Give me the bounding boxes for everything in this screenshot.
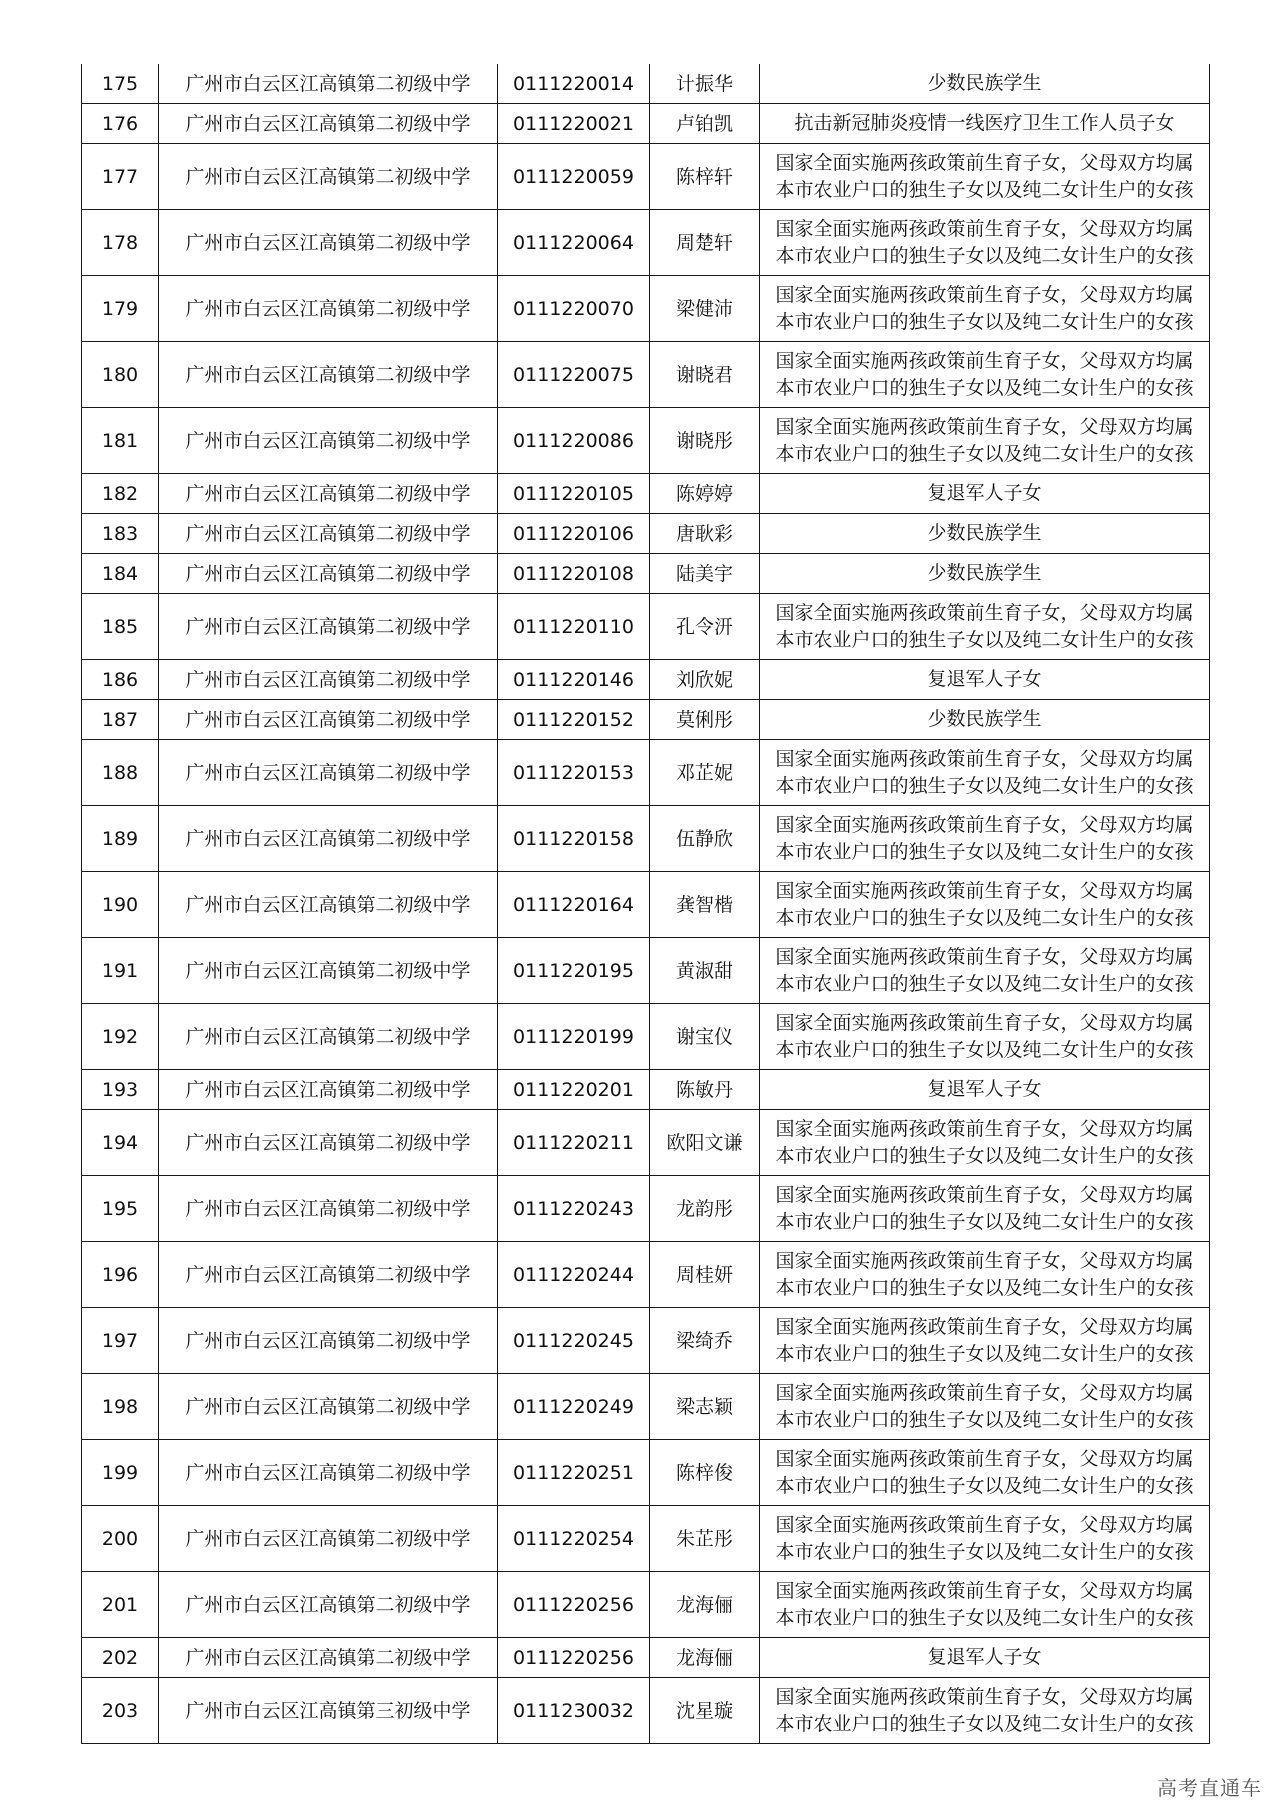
school-cell: 广州市白云区江高镇第二初级中学 bbox=[159, 700, 498, 740]
student-name-cell: 谢晓君 bbox=[650, 342, 760, 408]
student-name-cell: 邓芷妮 bbox=[650, 740, 760, 806]
category-cell bbox=[760, 144, 1210, 210]
category-cell bbox=[760, 104, 1210, 144]
category-text-line: 本市农业户口的独生子女以及纯二女计生户的女孩 bbox=[775, 1408, 1194, 1431]
category-text-line: 少数民族学生 bbox=[927, 72, 1042, 94]
category-text-line: 复退军人子女 bbox=[927, 1646, 1042, 1668]
table-row bbox=[82, 938, 1210, 1004]
category-text-line: 国家全面实施两孩政策前生育子女，父母双方均属 bbox=[775, 1011, 1194, 1034]
student-id-cell: 0111220199 bbox=[498, 1004, 650, 1070]
student-name-cell: 陈梓轩 bbox=[650, 144, 760, 210]
school-cell: 广州市白云区江高镇第二初级中学 bbox=[159, 514, 498, 554]
category-cell bbox=[760, 938, 1210, 1004]
table-row bbox=[82, 660, 1210, 700]
school-cell: 广州市白云区江高镇第二初级中学 bbox=[159, 276, 498, 342]
row-number-cell: 186 bbox=[82, 660, 159, 700]
table-row bbox=[82, 1110, 1210, 1176]
category-text-line: 少数民族学生 bbox=[927, 522, 1042, 544]
student-name-cell: 计振华 bbox=[650, 64, 760, 104]
table-row bbox=[82, 1572, 1210, 1638]
school-cell: 广州市白云区江高镇第二初级中学 bbox=[159, 1374, 498, 1440]
table-row bbox=[82, 1004, 1210, 1070]
student-id-cell: 0111220152 bbox=[498, 700, 650, 740]
table-row bbox=[82, 806, 1210, 872]
category-text-line: 抗击新冠肺炎疫情一线医疗卫生工作人员子女 bbox=[794, 112, 1175, 134]
row-number-cell: 202 bbox=[82, 1638, 159, 1678]
category-cell bbox=[760, 1308, 1210, 1374]
table-row bbox=[82, 276, 1210, 342]
row-number-cell: 190 bbox=[82, 872, 159, 938]
student-name-cell: 莫俐彤 bbox=[650, 700, 760, 740]
category-text-line: 国家全面实施两孩政策前生育子女，父母双方均属 bbox=[775, 1315, 1194, 1338]
student-id-cell: 0111220014 bbox=[498, 64, 650, 104]
category-text-line: 本市农业户口的独生子女以及纯二女计生户的女孩 bbox=[775, 1210, 1194, 1233]
category-cell bbox=[760, 660, 1210, 700]
table-row bbox=[82, 104, 1210, 144]
category-text-line: 少数民族学生 bbox=[927, 562, 1042, 584]
row-number-cell: 201 bbox=[82, 1572, 159, 1638]
row-number-cell: 199 bbox=[82, 1440, 159, 1506]
category-text-line: 国家全面实施两孩政策前生育子女，父母双方均属 bbox=[775, 415, 1194, 438]
student-id-cell: 0111220108 bbox=[498, 554, 650, 594]
category-cell bbox=[760, 1506, 1210, 1572]
student-id-cell: 0111220254 bbox=[498, 1506, 650, 1572]
table-row bbox=[82, 144, 1210, 210]
table-row bbox=[82, 1506, 1210, 1572]
school-cell: 广州市白云区江高镇第二初级中学 bbox=[159, 1308, 498, 1374]
student-name-cell: 刘欣妮 bbox=[650, 660, 760, 700]
student-name-cell: 梁健沛 bbox=[650, 276, 760, 342]
row-number-cell: 189 bbox=[82, 806, 159, 872]
category-cell bbox=[760, 872, 1210, 938]
school-cell: 广州市白云区江高镇第二初级中学 bbox=[159, 408, 498, 474]
category-cell bbox=[760, 408, 1210, 474]
student-id-cell: 0111220256 bbox=[498, 1638, 650, 1678]
school-cell: 广州市白云区江高镇第二初级中学 bbox=[159, 342, 498, 408]
table-row bbox=[82, 554, 1210, 594]
category-text-line: 国家全面实施两孩政策前生育子女，父母双方均属 bbox=[775, 1183, 1194, 1206]
student-name-cell: 龙海俪 bbox=[650, 1638, 760, 1678]
category-text-line: 本市农业户口的独生子女以及纯二女计生户的女孩 bbox=[775, 244, 1194, 267]
row-number-cell: 203 bbox=[82, 1678, 159, 1744]
category-text-line: 本市农业户口的独生子女以及纯二女计生户的女孩 bbox=[775, 1712, 1194, 1735]
category-cell bbox=[760, 1638, 1210, 1678]
student-name-cell: 梁绮乔 bbox=[650, 1308, 760, 1374]
category-text-line: 本市农业户口的独生子女以及纯二女计生户的女孩 bbox=[775, 1540, 1194, 1563]
school-cell: 广州市白云区江高镇第二初级中学 bbox=[159, 554, 498, 594]
row-number-cell: 191 bbox=[82, 938, 159, 1004]
student-id-cell: 0111220244 bbox=[498, 1242, 650, 1308]
category-text-line: 复退军人子女 bbox=[927, 1078, 1042, 1100]
student-name-cell: 陆美宇 bbox=[650, 554, 760, 594]
student-id-cell: 0111220059 bbox=[498, 144, 650, 210]
school-cell: 广州市白云区江高镇第二初级中学 bbox=[159, 1242, 498, 1308]
category-text-line: 少数民族学生 bbox=[927, 708, 1042, 730]
table-row bbox=[82, 1678, 1210, 1744]
school-cell: 广州市白云区江高镇第二初级中学 bbox=[159, 740, 498, 806]
row-number-cell: 181 bbox=[82, 408, 159, 474]
category-cell bbox=[760, 1070, 1210, 1110]
category-text-line: 国家全面实施两孩政策前生育子女，父母双方均属 bbox=[775, 879, 1194, 902]
category-cell bbox=[760, 1176, 1210, 1242]
category-text-line: 本市农业户口的独生子女以及纯二女计生户的女孩 bbox=[775, 774, 1194, 797]
category-text-line: 国家全面实施两孩政策前生育子女，父母双方均属 bbox=[775, 283, 1194, 306]
student-id-cell: 0111220086 bbox=[498, 408, 650, 474]
student-name-cell: 梁志颖 bbox=[650, 1374, 760, 1440]
student-id-cell: 0111220245 bbox=[498, 1308, 650, 1374]
table-row bbox=[82, 594, 1210, 660]
category-text-line: 国家全面实施两孩政策前生育子女，父母双方均属 bbox=[775, 601, 1194, 624]
category-text-line: 本市农业户口的独生子女以及纯二女计生户的女孩 bbox=[775, 1606, 1194, 1629]
student-id-cell: 0111220064 bbox=[498, 210, 650, 276]
student-name-cell: 龙海俪 bbox=[650, 1572, 760, 1638]
student-name-cell: 龚智楷 bbox=[650, 872, 760, 938]
student-id-cell: 0111220153 bbox=[498, 740, 650, 806]
student-name-cell: 欧阳文谦 bbox=[650, 1110, 760, 1176]
school-cell: 广州市白云区江高镇第二初级中学 bbox=[159, 806, 498, 872]
student-name-cell: 陈梓俊 bbox=[650, 1440, 760, 1506]
school-cell: 广州市白云区江高镇第二初级中学 bbox=[159, 1440, 498, 1506]
student-name-cell: 谢宝仪 bbox=[650, 1004, 760, 1070]
row-number-cell: 187 bbox=[82, 700, 159, 740]
category-text-line: 国家全面实施两孩政策前生育子女，父母双方均属 bbox=[775, 1447, 1194, 1470]
category-text-line: 本市农业户口的独生子女以及纯二女计生户的女孩 bbox=[775, 1144, 1194, 1167]
category-text-line: 国家全面实施两孩政策前生育子女，父母双方均属 bbox=[775, 1117, 1194, 1140]
category-text-line: 本市农业户口的独生子女以及纯二女计生户的女孩 bbox=[775, 906, 1194, 929]
category-text-line: 国家全面实施两孩政策前生育子女，父母双方均属 bbox=[775, 945, 1194, 968]
category-text-line: 本市农业户口的独生子女以及纯二女计生户的女孩 bbox=[775, 1038, 1194, 1061]
category-text-line: 国家全面实施两孩政策前生育子女，父母双方均属 bbox=[775, 1513, 1194, 1536]
school-cell: 广州市白云区江高镇第二初级中学 bbox=[159, 1572, 498, 1638]
student-id-cell: 0111220075 bbox=[498, 342, 650, 408]
student-name-cell: 周楚轩 bbox=[650, 210, 760, 276]
school-cell: 广州市白云区江高镇第二初级中学 bbox=[159, 1070, 498, 1110]
watermark: 高考直通车 bbox=[1157, 1776, 1262, 1800]
category-cell bbox=[760, 1374, 1210, 1440]
row-number-cell: 188 bbox=[82, 740, 159, 806]
table-row bbox=[82, 474, 1210, 514]
school-cell: 广州市白云区江高镇第二初级中学 bbox=[159, 872, 498, 938]
row-number-cell: 177 bbox=[82, 144, 159, 210]
row-number-cell: 196 bbox=[82, 1242, 159, 1308]
row-number-cell: 195 bbox=[82, 1176, 159, 1242]
school-cell: 广州市白云区江高镇第二初级中学 bbox=[159, 210, 498, 276]
student-name-cell: 龙韵彤 bbox=[650, 1176, 760, 1242]
school-cell: 广州市白云区江高镇第三初级中学 bbox=[159, 1678, 498, 1744]
category-text-line: 国家全面实施两孩政策前生育子女，父母双方均属 bbox=[775, 1685, 1194, 1708]
student-id-cell: 0111220021 bbox=[498, 104, 650, 144]
category-cell bbox=[760, 806, 1210, 872]
table-row bbox=[82, 342, 1210, 408]
student-id-cell: 0111220106 bbox=[498, 514, 650, 554]
student-id-cell: 0111220249 bbox=[498, 1374, 650, 1440]
school-cell: 广州市白云区江高镇第二初级中学 bbox=[159, 144, 498, 210]
category-cell bbox=[760, 740, 1210, 806]
category-cell bbox=[760, 514, 1210, 554]
student-name-cell: 朱芷彤 bbox=[650, 1506, 760, 1572]
category-text-line: 国家全面实施两孩政策前生育子女，父母双方均属 bbox=[775, 217, 1194, 240]
table-row bbox=[82, 408, 1210, 474]
student-name-cell: 伍静欣 bbox=[650, 806, 760, 872]
category-cell bbox=[760, 1110, 1210, 1176]
category-cell bbox=[760, 210, 1210, 276]
table-row bbox=[82, 1638, 1210, 1678]
category-cell bbox=[760, 1678, 1210, 1744]
row-number-cell: 197 bbox=[82, 1308, 159, 1374]
student-id-cell: 0111220195 bbox=[498, 938, 650, 1004]
category-cell bbox=[760, 64, 1210, 104]
category-text-line: 国家全面实施两孩政策前生育子女，父母双方均属 bbox=[775, 813, 1194, 836]
student-name-cell: 谢晓彤 bbox=[650, 408, 760, 474]
school-cell: 广州市白云区江高镇第二初级中学 bbox=[159, 660, 498, 700]
category-cell bbox=[760, 594, 1210, 660]
category-text-line: 本市农业户口的独生子女以及纯二女计生户的女孩 bbox=[775, 972, 1194, 995]
student-id-cell: 0111220164 bbox=[498, 872, 650, 938]
student-id-cell: 0111220211 bbox=[498, 1110, 650, 1176]
category-text-line: 复退军人子女 bbox=[927, 668, 1042, 690]
category-text-line: 本市农业户口的独生子女以及纯二女计生户的女孩 bbox=[775, 1276, 1194, 1299]
row-number-cell: 176 bbox=[82, 104, 159, 144]
row-number-cell: 183 bbox=[82, 514, 159, 554]
category-text-line: 国家全面实施两孩政策前生育子女，父母双方均属 bbox=[775, 151, 1194, 174]
student-name-cell: 卢铂凯 bbox=[650, 104, 760, 144]
category-cell bbox=[760, 1572, 1210, 1638]
category-text-line: 本市农业户口的独生子女以及纯二女计生户的女孩 bbox=[775, 178, 1194, 201]
student-id-cell: 0111220105 bbox=[498, 474, 650, 514]
row-number-cell: 180 bbox=[82, 342, 159, 408]
student-name-cell: 黄淑甜 bbox=[650, 938, 760, 1004]
category-cell bbox=[760, 554, 1210, 594]
row-number-cell: 175 bbox=[82, 64, 159, 104]
category-text-line: 国家全面实施两孩政策前生育子女，父母双方均属 bbox=[775, 1579, 1194, 1602]
category-cell bbox=[760, 474, 1210, 514]
table-row bbox=[82, 210, 1210, 276]
school-cell: 广州市白云区江高镇第二初级中学 bbox=[159, 594, 498, 660]
category-text-line: 本市农业户口的独生子女以及纯二女计生户的女孩 bbox=[775, 1342, 1194, 1365]
category-text-line: 国家全面实施两孩政策前生育子女，父母双方均属 bbox=[775, 349, 1194, 372]
student-id-cell: 0111220070 bbox=[498, 276, 650, 342]
row-number-cell: 192 bbox=[82, 1004, 159, 1070]
category-cell bbox=[760, 342, 1210, 408]
student-name-cell: 陈敏丹 bbox=[650, 1070, 760, 1110]
category-cell bbox=[760, 1004, 1210, 1070]
table-row bbox=[82, 1242, 1210, 1308]
category-text-line: 本市农业户口的独生子女以及纯二女计生户的女孩 bbox=[775, 376, 1194, 399]
school-cell: 广州市白云区江高镇第二初级中学 bbox=[159, 1110, 498, 1176]
row-number-cell: 179 bbox=[82, 276, 159, 342]
table-row bbox=[82, 1440, 1210, 1506]
student-name-cell: 沈星璇 bbox=[650, 1678, 760, 1744]
table-row bbox=[82, 514, 1210, 554]
school-cell: 广州市白云区江高镇第二初级中学 bbox=[159, 1506, 498, 1572]
category-text-line: 国家全面实施两孩政策前生育子女，父母双方均属 bbox=[775, 747, 1194, 770]
row-number-cell: 198 bbox=[82, 1374, 159, 1440]
school-cell: 广州市白云区江高镇第二初级中学 bbox=[159, 938, 498, 1004]
table-row bbox=[82, 1070, 1210, 1110]
row-number-cell: 182 bbox=[82, 474, 159, 514]
school-cell: 广州市白云区江高镇第二初级中学 bbox=[159, 1176, 498, 1242]
student-name-cell: 唐耿彩 bbox=[650, 514, 760, 554]
category-text-line: 国家全面实施两孩政策前生育子女，父母双方均属 bbox=[775, 1249, 1194, 1272]
student-name-cell: 孔令汧 bbox=[650, 594, 760, 660]
student-id-cell: 0111220110 bbox=[498, 594, 650, 660]
student-roster-table bbox=[81, 64, 1210, 1744]
category-cell bbox=[760, 1440, 1210, 1506]
student-id-cell: 0111220243 bbox=[498, 1176, 650, 1242]
student-id-cell: 0111220201 bbox=[498, 1070, 650, 1110]
row-number-cell: 178 bbox=[82, 210, 159, 276]
category-text-line: 本市农业户口的独生子女以及纯二女计生户的女孩 bbox=[775, 1474, 1194, 1497]
category-text-line: 本市农业户口的独生子女以及纯二女计生户的女孩 bbox=[775, 310, 1194, 333]
school-cell: 广州市白云区江高镇第二初级中学 bbox=[159, 1638, 498, 1678]
category-cell bbox=[760, 276, 1210, 342]
row-number-cell: 193 bbox=[82, 1070, 159, 1110]
table-row bbox=[82, 1308, 1210, 1374]
category-text-line: 本市农业户口的独生子女以及纯二女计生户的女孩 bbox=[775, 628, 1194, 651]
row-number-cell: 184 bbox=[82, 554, 159, 594]
roster-body bbox=[82, 64, 1210, 1744]
school-cell: 广州市白云区江高镇第二初级中学 bbox=[159, 64, 498, 104]
table-row bbox=[82, 872, 1210, 938]
category-cell bbox=[760, 1242, 1210, 1308]
table-row bbox=[82, 64, 1210, 104]
table-row bbox=[82, 700, 1210, 740]
category-cell bbox=[760, 700, 1210, 740]
category-text-line: 复退军人子女 bbox=[927, 482, 1042, 504]
table-row bbox=[82, 1374, 1210, 1440]
school-cell: 广州市白云区江高镇第二初级中学 bbox=[159, 474, 498, 514]
student-name-cell: 陈婷婷 bbox=[650, 474, 760, 514]
table-row bbox=[82, 1176, 1210, 1242]
student-id-cell: 0111230032 bbox=[498, 1678, 650, 1744]
row-number-cell: 200 bbox=[82, 1506, 159, 1572]
student-id-cell: 0111220146 bbox=[498, 660, 650, 700]
school-cell: 广州市白云区江高镇第二初级中学 bbox=[159, 1004, 498, 1070]
category-text-line: 本市农业户口的独生子女以及纯二女计生户的女孩 bbox=[775, 840, 1194, 863]
school-cell: 广州市白云区江高镇第二初级中学 bbox=[159, 104, 498, 144]
student-id-cell: 0111220251 bbox=[498, 1440, 650, 1506]
row-number-cell: 194 bbox=[82, 1110, 159, 1176]
student-id-cell: 0111220256 bbox=[498, 1572, 650, 1638]
table-row bbox=[82, 740, 1210, 806]
category-text-line: 国家全面实施两孩政策前生育子女，父母双方均属 bbox=[775, 1381, 1194, 1404]
category-text-line: 本市农业户口的独生子女以及纯二女计生户的女孩 bbox=[775, 442, 1194, 465]
row-number-cell: 185 bbox=[82, 594, 159, 660]
student-name-cell: 周桂妍 bbox=[650, 1242, 760, 1308]
student-id-cell: 0111220158 bbox=[498, 806, 650, 872]
